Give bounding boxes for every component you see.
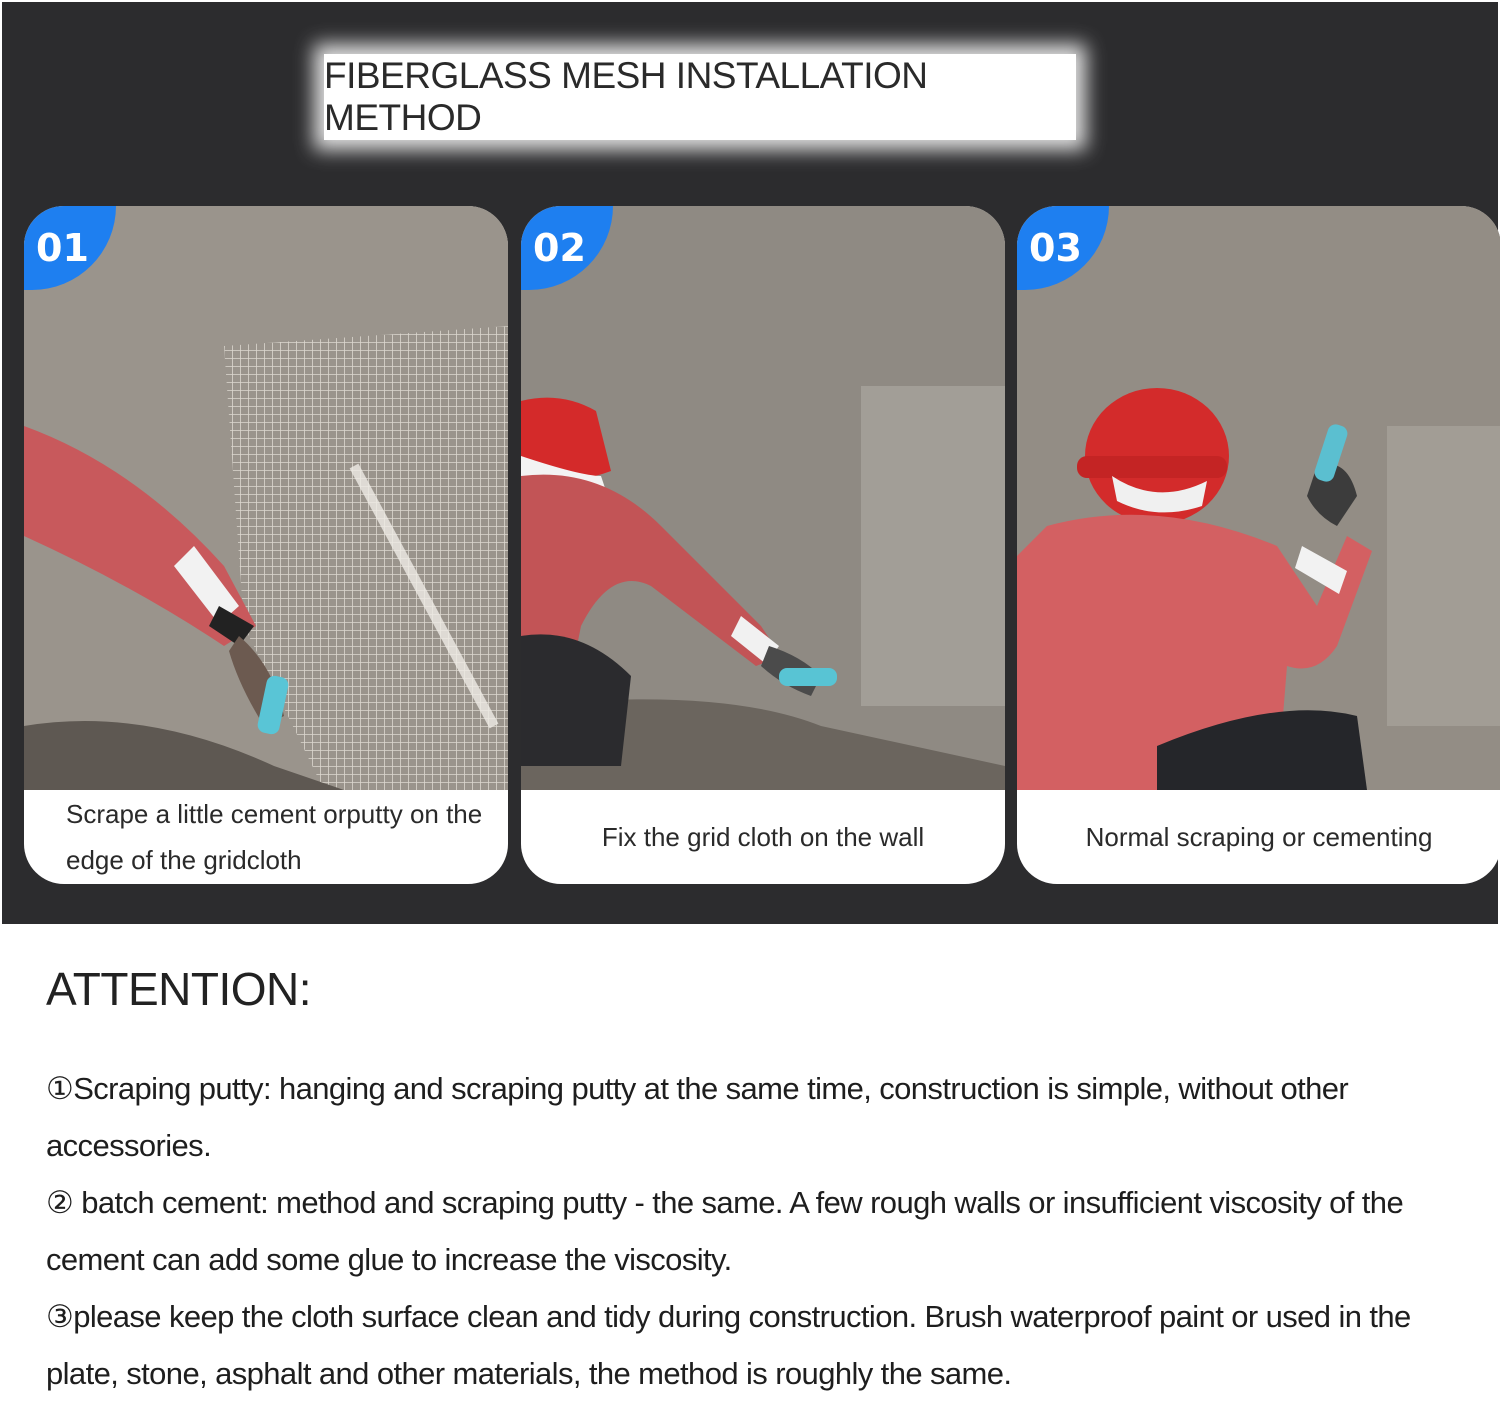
step-1-photo bbox=[24, 206, 508, 790]
step-number-badge: 02 bbox=[521, 206, 613, 290]
attention-heading: ATTENTION: bbox=[46, 963, 312, 1015]
step-card-3 bbox=[1017, 206, 1500, 884]
step-2-photo bbox=[521, 206, 1005, 790]
page-title: FIBERGLASS MESH INSTALLATION METHOD bbox=[324, 55, 928, 138]
worker-applying-mesh-illustration bbox=[24, 206, 508, 790]
step-caption: Scrape a little cement orputty on the edge of the gridcloth bbox=[66, 799, 483, 875]
worker-cementing-illustration bbox=[1017, 206, 1500, 790]
step-3-photo bbox=[1017, 206, 1500, 790]
step-number-badge: 01 bbox=[24, 206, 116, 290]
step-caption: Fix the grid cloth on the wall bbox=[601, 822, 925, 852]
attention-note-2: ② batch cement: method and scraping putty - the same. A few rough walls or insufficient viscosity of the cement can add some glue to increase the viscosity. bbox=[46, 1185, 1404, 1277]
title-banner bbox=[324, 54, 1076, 140]
step-card-2 bbox=[521, 206, 1005, 884]
attention-note-1: ①Scraping putty: hanging and scraping putty at the same time, construction is simple, without other accessories. bbox=[46, 1071, 1349, 1163]
step-caption: Normal scraping or cementing bbox=[1085, 822, 1433, 852]
worker-fixing-cloth-illustration bbox=[521, 206, 1005, 790]
step-card-1 bbox=[24, 206, 508, 884]
attention-note-3: ③please keep the cloth surface clean and tidy during construction. Brush waterproof paint or used in the plate, stone, asphalt and other materials, the method is roughly the same. bbox=[46, 1299, 1411, 1391]
installation-panel bbox=[2, 2, 1498, 924]
step-number-badge: 03 bbox=[1017, 206, 1109, 290]
attention-notes bbox=[46, 1060, 1476, 1402]
